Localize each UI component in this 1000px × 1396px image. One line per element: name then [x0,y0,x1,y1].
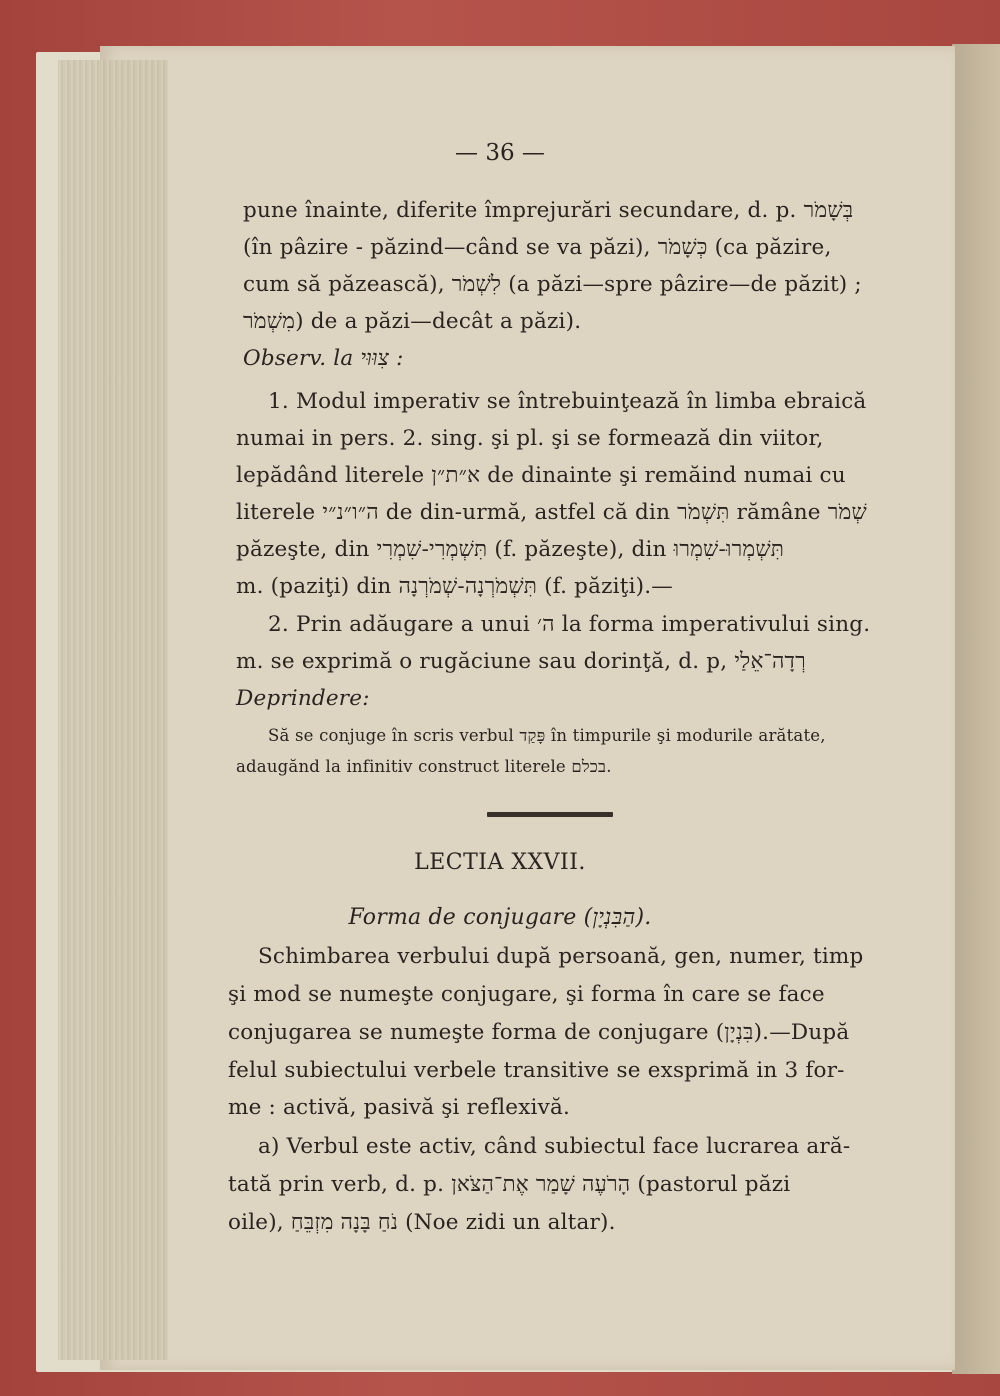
lesson-subtitle: Forma de conjugare (הַבִּנְיָן). [348,905,652,930]
exercise-line: Să se conjuge în scris verbul פָּקַד în timpurile şi modurile arătate, [268,726,826,745]
text-line: lepădând literele א״ת״ן de dinainte şi remăind numai cu [236,463,846,488]
text-line: conjugarea se numeşte forma de conjugare (בִּנְיָן).—După [228,1020,850,1045]
text-line: Schimbarea verbului după persoană, gen, numer, timp [258,944,864,969]
text-line: pune înainte, diferite împrejurări secundare, d. p. בְּשָׁמֹר [243,198,854,223]
text-line: tată prin verb, d. p. הָרֹעֶה שָׁמַר אֶת־הַצֹּאן (pastorul păzi [228,1172,791,1197]
text-line: me : activă, pasivă şi reflexivă. [228,1095,571,1120]
text-line: păzeşte, din תִּשְׁמְרִי-שִׁמְרִי (f. păzeşte), din תִּשְׁמְרוּ-שִׁמְרוּ [236,537,785,562]
text-line: şi mod se numeşte conjugare, şi forma în care se face [228,982,825,1007]
text-line: 1. Modul imperativ se întrebuinţează în limba ebraică [268,389,867,414]
text-line: m. se exprimă o rugăciune sau dorinţă, d. p, רְדָה־אֵלַי [236,649,806,674]
text-line: numai in pers. 2. sing. şi pl. şi se formează din viitor, [236,426,824,451]
exercise-line: adaugănd la infinitiv construct literele בכלם. [236,757,612,776]
lesson-title: LECTIA XXVII. [414,850,586,875]
text-line: felul subiectului verbele transitive se exsprimă in 3 for- [228,1058,845,1083]
page-number: — 36 — [455,140,545,166]
text-line: cum să păzească), לִשְׁמֹר (a păzi—spre pâzire—de păzit) ; [243,272,862,297]
section-divider [487,812,613,817]
text-line: m. (paziţi) din תִּשְׁמֹרְנָה-שְׁמֹרְנָה (f. păziţi).— [236,574,673,599]
text-line: (în pâzire - păzind—când se va păzi), כְּשָׁמֹר (ca păzire, [243,235,832,260]
text-line: oile), נֹחַ בָּנָה מִזְבֵּחַ (Noe zidi un altar). [228,1210,616,1235]
text-line: literele ה״ו״נ״י de din-urmă, astfel că din תִּשְׁמֹר rămâne שְׁמֹר [236,500,867,525]
text-line: מִשְׁמֹר) de a păzi—decât a păzi). [243,309,582,334]
observation-heading: Observ. la צִוּוּי : [243,346,404,371]
text-line: 2. Prin adăugare a unui ה׳ la forma imperativului sing. [268,612,871,637]
text-line: a) Verbul este activ, când subiectul face lucrarea ară- [258,1134,851,1159]
exercise-heading: Deprindere: [236,686,370,711]
